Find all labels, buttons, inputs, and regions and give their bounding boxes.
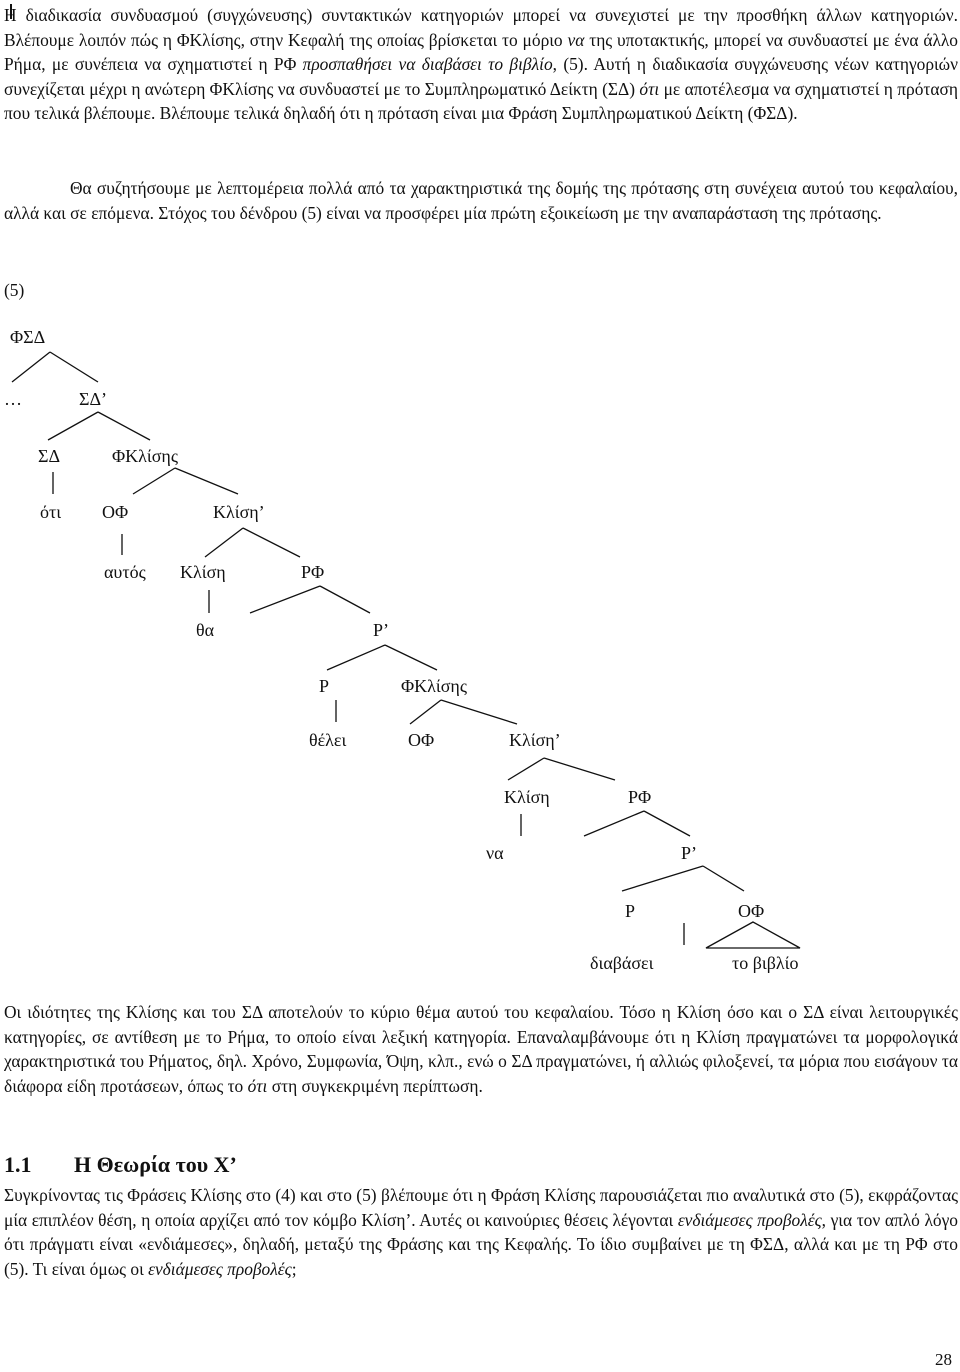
node-of-3: ΟΦ bbox=[738, 901, 765, 921]
node-klisi-2: Κλίση bbox=[504, 787, 550, 807]
page-number: 28 bbox=[935, 1350, 952, 1369]
section-title: Η Θεωρία του Χ’ bbox=[74, 1152, 237, 1177]
node-ellipsis: … bbox=[4, 389, 22, 409]
paragraph-3-text-1: Οι ιδιότητες της Κλίσης και του ΣΔ αποτελούν το κύριο θέμα αυτού του κεφαλαίου. Τόσο η Κλίση όσο και ο ΣΔ είναι λειτουργικές κατηγορίες, σε αντίθεση με το Ρήμα, το οποίο είναι λεξική κατηγορία. Επαναλαμβάνουμε ότι η Κλίση πραγματώνει τα μορφολογικά χαρακτηριστικά του Ρήματος, δηλ. Χρόνο, Συμφωνία, Όψη, κλπ., ενώ ο ΣΔ πραγματώνει, ή αλλιώς φιλοξενεί, τα μόρια που εισάγουν τα διάφορα είδη προτάσεων, όπως το bbox=[4, 1002, 958, 1096]
leaf-tha: θα bbox=[196, 620, 215, 640]
paragraph-3-italic-1: ότι bbox=[247, 1075, 268, 1096]
paragraph-1-text-4: με αποτέλεσμα να σχηματιστεί η πρόταση που τελικά βλέπουμε. Βλέπουμε τελικά δηλαδή ότι η πρόταση είναι μια Φράση Συμπληρωματικού Δείκτη (ΦΣΔ). bbox=[4, 78, 958, 123]
node-klisi-bar-2: Κλίση’ bbox=[509, 730, 561, 750]
paragraph-4-italic-1: ενδιάμεσες προβολές bbox=[677, 1209, 822, 1230]
example-label: (5) bbox=[4, 280, 25, 300]
node-rf-2: ΡΦ bbox=[628, 787, 652, 807]
node-rf-1: ΡΦ bbox=[301, 562, 325, 582]
node-r-bar-1: Ρ’ bbox=[373, 620, 390, 640]
branch-rbar2-of bbox=[703, 866, 744, 891]
paragraph-4-text-3: ; bbox=[291, 1258, 297, 1279]
node-r-bar-2: Ρ’ bbox=[681, 843, 698, 863]
section-heading bbox=[4, 1150, 237, 1180]
branch-klisibar2-klisi bbox=[508, 758, 544, 780]
node-r-1: Ρ bbox=[319, 676, 330, 696]
leaf-na: να bbox=[486, 843, 504, 863]
paragraph-2: Θα συζητήσουμε με λεπτομέρεια πολλά από τα χαρακτηριστικά της δομής της πρότασης στη συνέχεια αυτού του κεφαλαίου, αλλά και σε επόμενα. Στόχος του δένδρου (5) είναι να προσφέρει μία πρώτη εξοικείωση με την αναπαράσταση της πρότασης. bbox=[4, 178, 958, 223]
branch-fsd-ellipsis bbox=[12, 352, 50, 382]
leaf-to-vivlio: το βιβλίο bbox=[732, 953, 799, 973]
paragraph-4-text-1: Συγκρίνοντας τις Φράσεις Κλίσης στο (4) και στο (5) βλέπουμε ότι η Φράση Κλίσης παρουσιάζεται πιο αναλυτικά στο (5), εκφράζοντας μία επιπλέον θέση, η οποία αρχίζει από τον κόμβο Κλίση’. Αυτές οι καινούριες θέσεις λέγονται bbox=[4, 1185, 958, 1230]
branch-sdbar-fklisis bbox=[98, 412, 150, 440]
leaf-thelei: θέλει bbox=[309, 730, 347, 750]
leaf-aftos: αυτός bbox=[104, 562, 146, 582]
branch-rf2-rbar bbox=[644, 811, 690, 836]
section-number: 1.1 bbox=[4, 1152, 32, 1177]
branch-fklisis-of bbox=[133, 468, 175, 494]
branch-fklisis2-klisibar bbox=[441, 700, 517, 724]
node-klisi-bar-1: Κλίση’ bbox=[213, 502, 265, 522]
paragraph-3-text-2: στη συγκεκριμένη περίπτωση. bbox=[267, 1075, 483, 1096]
branch-sdbar-sd bbox=[48, 412, 98, 440]
branch-rf-left bbox=[250, 586, 320, 613]
branch-rbar2-r bbox=[622, 866, 703, 891]
node-fsd: ΦΣΔ bbox=[10, 327, 46, 347]
branch-klisibar2-rf bbox=[544, 758, 615, 780]
triangle-of-to-vivlio bbox=[706, 922, 800, 948]
paragraph-4-italic-2: ενδιάμεσες προβολές bbox=[148, 1258, 292, 1279]
branch-fklisis2-of bbox=[410, 700, 441, 724]
paragraph-4-text-2: , για τον απλό λόγο ότι πράγματι είναι «ενδιάμεσες», δηλαδή, μεταξύ της Φράσης και της Κεφαλής. Το ίδιο συμβαίνει με τη ΦΣΔ, αλλά και με τη ΡΦ στο (5). Τι είναι όμως οι bbox=[4, 1209, 958, 1279]
paragraph-1-text-2: της υποτακτικής, μπορεί να συνδυαστεί με ένα άλλο Ρήμα, με συνέπεια να σχηματιστεί η ΡΦ bbox=[4, 29, 959, 74]
paragraph-1-text-1: Η διαδικασία συνδυασμού (συγχώνευσης) συντακτικών κατηγοριών μπορεί να συνεχιστεί με την προσθήκη άλλων κατηγοριών. Βλέπουμε λοιπόν πώς η ΦΚλίσης, στην Κεφαλή της οποίας βρίσκεται το μόριο bbox=[4, 5, 958, 50]
branch-klisibar-klisi bbox=[205, 528, 243, 557]
node-fklisis-1: ΦΚλίσης bbox=[112, 446, 178, 466]
branch-klisibar-rf bbox=[243, 528, 300, 557]
paragraph-1-italic-1: να bbox=[567, 29, 585, 50]
branch-rbar-r bbox=[327, 645, 385, 670]
node-fklisis-2: ΦΚλίσης bbox=[401, 676, 467, 696]
paragraph-4 bbox=[4, 1183, 958, 1281]
leaf-diavasei: διαβάσει bbox=[590, 953, 654, 973]
branch-rf2-left bbox=[584, 811, 644, 836]
node-sd-bar: ΣΔ’ bbox=[79, 389, 108, 409]
node-sd: ΣΔ bbox=[38, 446, 61, 466]
leaf-oti: ότι bbox=[40, 502, 62, 522]
node-of-2: ΟΦ bbox=[408, 730, 435, 750]
paragraph-1-italic-3: ότι bbox=[639, 78, 660, 99]
node-klisi-1: Κλίση bbox=[180, 562, 226, 582]
node-of-1: ΟΦ bbox=[102, 502, 129, 522]
paragraph-1-text-3: , (5). Αυτή η διαδικασία συγχώνευσης νέων κατηγοριών συνεχίζεται μέχρι η ανώτερη ΦΚλίσης να συνδυαστεί με το Συμπληρωματικό Δείκτη (ΣΔ) bbox=[4, 54, 958, 99]
paragraph-3 bbox=[4, 1000, 958, 1098]
branch-fklisis-klisibar bbox=[175, 468, 238, 494]
branch-rf-rbar bbox=[320, 586, 370, 613]
branch-fsd-sdbar bbox=[50, 352, 98, 382]
tree-labels bbox=[4, 327, 798, 973]
branch-rbar-fklisis bbox=[385, 645, 437, 670]
paragraph-1-italic-2: προσπαθήσει να διαβάσει το βιβλίο bbox=[302, 54, 553, 74]
node-r-2: Ρ bbox=[625, 901, 636, 921]
